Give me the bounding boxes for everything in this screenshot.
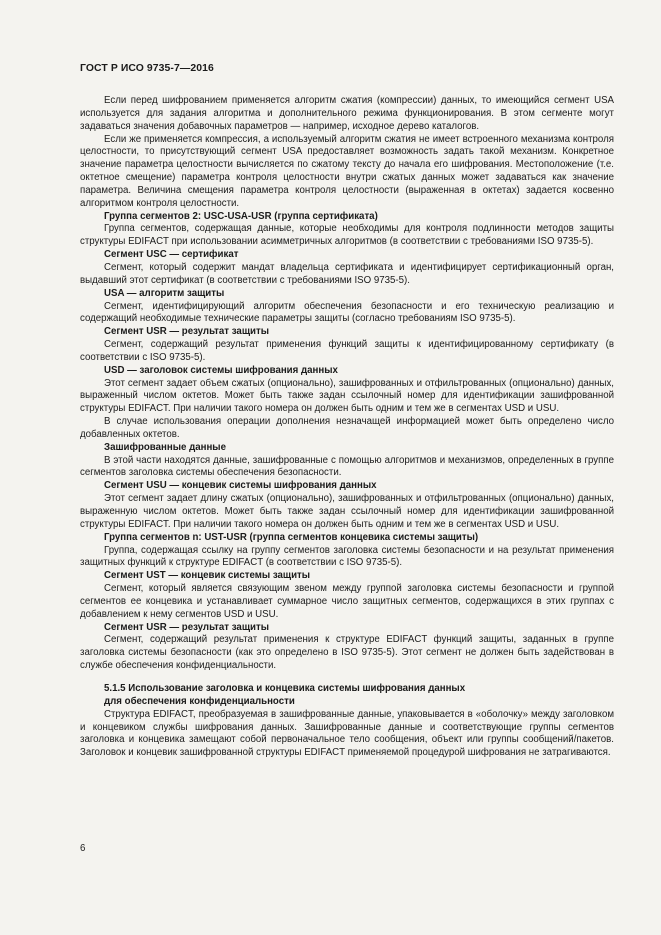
paragraph: Сегмент, содержащий результат применения функций защиты к идентифицированному сертификату (в соответствии с ISO 9735-5). (80, 339, 614, 363)
subheading: Зашифрованные данные (104, 441, 226, 453)
page-number: 6 (80, 843, 86, 854)
document-body (80, 95, 614, 760)
section-heading: 5.1.5 Использование заголовка и концевика системы шифрования данных (104, 682, 466, 694)
paragraph: Структура EDIFACT, преобразуемая в зашифрованные данные, упаковывается в «оболочку» между заголовком и концевиком службы шифрования данных. Зашифрованные данные и соответствующие группы сегментов заголовка и концевика замещают собой первоначальное тело сообщения, объект или группы сообщений/пакетов. Заголовок и концевик зашифрованной структуры EDIFACT применяемой процедурой шифрования не затрагиваются. (80, 708, 614, 759)
paragraph: Группа сегментов, содержащая данные, которые необходимы для контроля подлинности методов защиты структуры EDIFACT при использовании асимметричных алгоритмов (в соответствии с требованиями ISO 9735-5). (80, 223, 614, 248)
paragraph: В случае использования операции дополнения незначащей информацией может быть определено число добавленных октетов. (80, 416, 614, 440)
paragraph: Сегмент, который является связующим звеном между группой заголовка системы безопасности и группой сегментов ее концевика и устанавливает суммарное число защитных сегментов, содержащихся в этих группах с добавлением к нему сегментов USD и USU. (80, 583, 614, 620)
paragraph: Сегмент, который содержит мандат владельца сертификата и идентифицирует сертификационный орган, выдавший этот сертификат (в соответствии с требованиями ISO 9735-5). (80, 261, 614, 286)
document-header: ГОСТ Р ИСО 9735-7—2016 (80, 63, 214, 74)
subheading: Сегмент UST — концевик системы защиты (104, 570, 311, 582)
subheading: Сегмент USU — концевик системы шифрования данных (104, 480, 377, 492)
paragraph: Группа, содержащая ссылку на группу сегментов заголовка системы безопасности и на результат применения защитных функций к структуре EDIFACT (в соответствии с ISO 9735-5). (80, 544, 614, 569)
paragraph: Если же применяется компрессия, а используемый алгоритм сжатия не имеет встроенного механизма контроля целостности, то присутствующий сегмент USA предоставляет возможность задать такой механизм. Конкретное значение параметра целостности вычисляется по сжатому тексту до начала его шифрования. Местоположение (т.е. октетное смещение) параметра контроля целостности внутри сжатых данных может задаваться как значение параметра. Величина смещения параметра контроля целостности (выраженная в октетах) задается косвенно алгоритмом контроля целостности. (80, 133, 614, 209)
paragraph: Этот сегмент задает объем сжатых (опционально), зашифрованных и отфильтрованных (опционально) данных, выраженный числом октетов. Может быть также задан ссылочный номер для идентификации зашифрованной структуры EDIFACT. При наличии такого номера он должен быть одним и тем же в сегментах USD и USU. (80, 377, 614, 415)
subheading: USD — заголовок системы шифрования данных (104, 364, 338, 376)
paragraph: Сегмент, идентифицирующий алгоритм обеспечения безопасности и его техническую реализацию и содержащий необходимые технические параметры защиты (согласно требованиям ISO 9735-5). (80, 300, 614, 325)
subheading: Сегмент USC — сертификат (104, 249, 239, 261)
paragraph: В этой части находятся данные, зашифрованные с помощью алгоритмов и механизмов, определенных в группе сегментов заголовка системы обеспечения безопасности. (80, 454, 614, 479)
subheading: USA — алгоритм защиты (104, 287, 225, 299)
subheading: Сегмент USR — результат защиты (104, 621, 269, 633)
paragraph: Если перед шифрованием применяется алгоритм сжатия (компрессии) данных, то имеющийся сегмент USA используется для задания алгоритма и дополнительного режима функционирования. В этом сегменте могут задаваться значения добавочных параметров — например, исходное дерево каталогов. (80, 95, 614, 132)
subheading: Группа сегментов 2: USC-USA-USR (группа сертификата) (104, 210, 378, 222)
paragraph: Сегмент, содержащий результат применения к структуре EDIFACT функций защиты, заданных в группе заголовка системы безопасности (как это определено в ISO 9735-5). Этот сегмент не должен быть задействован в службе обеспечения конфиденциальности. (80, 634, 614, 672)
subheading: Сегмент USR — результат защиты (104, 326, 269, 338)
section-heading-continued: для обеспечения конфиденциальности (104, 695, 295, 707)
subheading: Группа сегментов n: UST-USR (группа сегментов концевика системы защиты) (104, 531, 479, 543)
paragraph: Этот сегмент задает длину сжатых (опционально), зашифрованных и отфильтрованных (опционально) данных, выраженную числом октетов. Может быть также задан ссылочный номер для идентификации зашифрованной структуры EDIFACT. При наличии такого номера он должен быть одним и тем же в сегментах USD и USU. (80, 493, 614, 530)
